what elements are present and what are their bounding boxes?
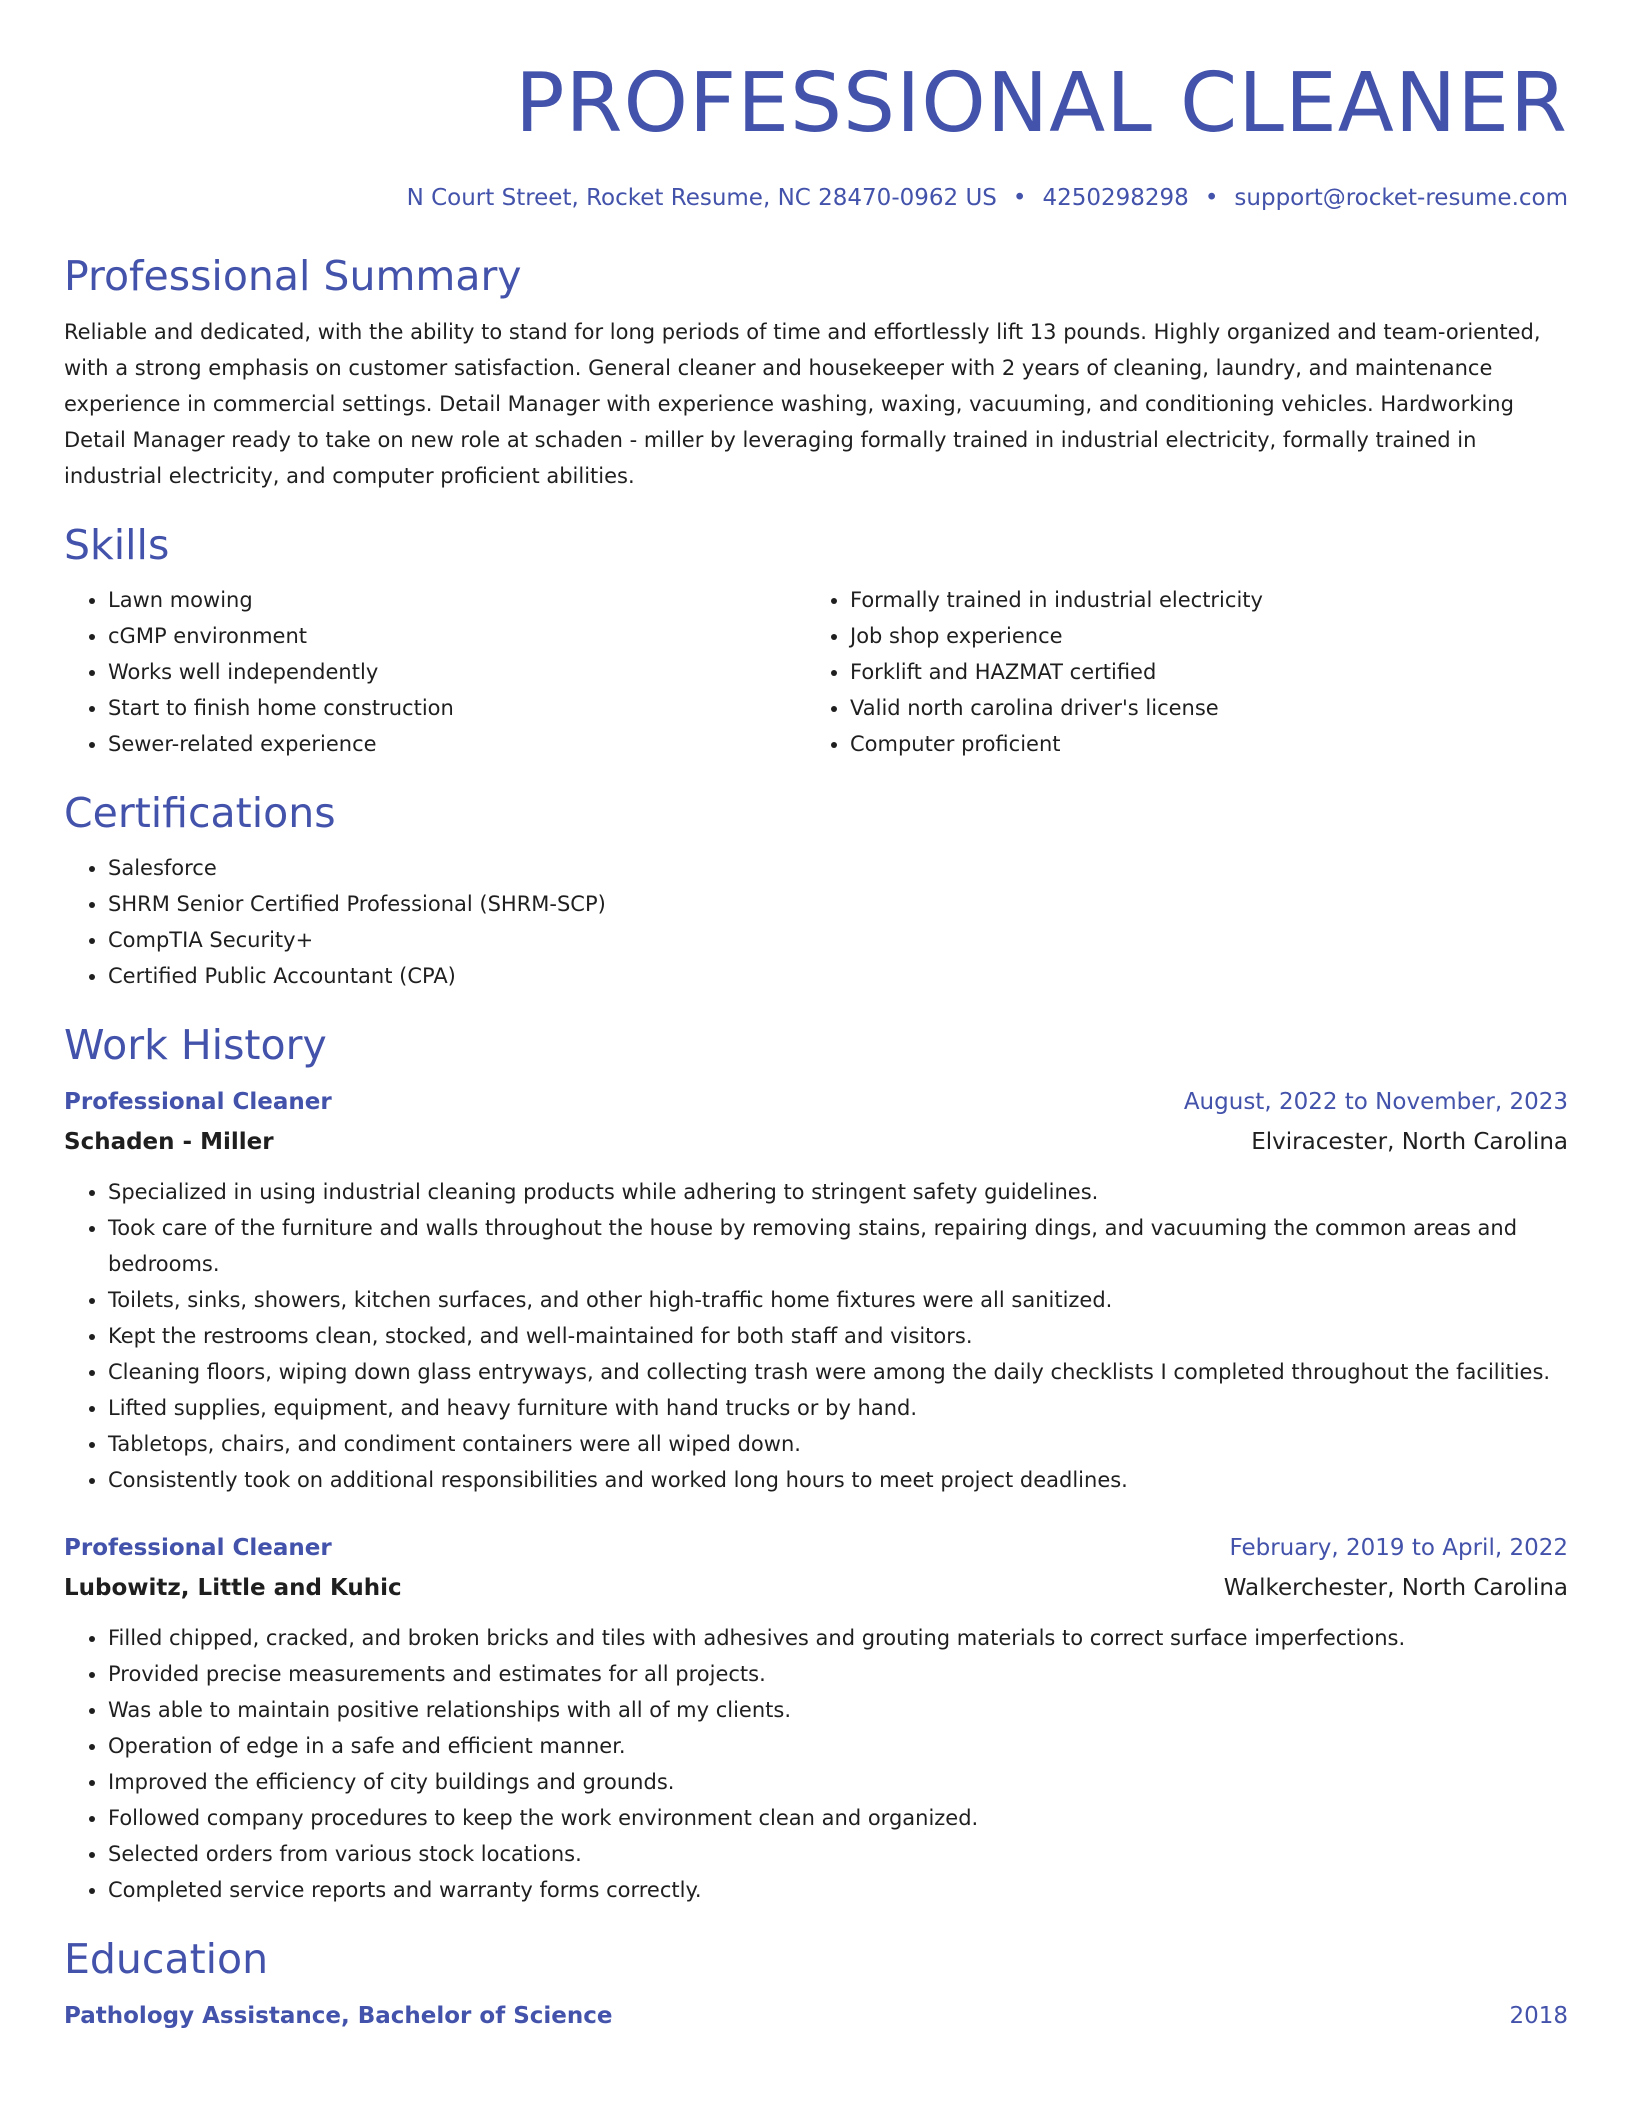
job-bullet: • Toilets, sinks, showers, kitchen surfaces, and other high-traffic home fixtures were all sanitized. (108, 1282, 1568, 1318)
summary-text: Reliable and dedicated, with the ability to stand for long periods of time and effortlessly lift 13 pounds. Highly organized and team-oriented, with a strong emphasis on customer satisfaction. General cleaner and housekeeper with 2 years of cleaning, laundry, and maintenance experience in commercial settings. Detail Manager with experience washing, waxing, vacuuming, and conditioning vehicles. Hardworking Detail Manager ready to take on new role at schaden - miller by leveraging formally trained in industrial electricity, formally trained in industrial electricity, and computer proficient abilities. (64, 320, 1541, 488)
education-entry (64, 1996, 1568, 2036)
job-bullet: • Provided precise measurements and estimates for all projects. (108, 1656, 1568, 1692)
job-bullet: • Operation of edge in a safe and efficient manner. (108, 1728, 1568, 1764)
job-bullet: • Followed company procedures to keep the work environment clean and organized. (108, 1800, 1568, 1836)
skill-item: • Sewer-related experience (108, 726, 806, 762)
resume-name: PROFESSIONAL CLEANER (515, 56, 1568, 151)
job-bullet: • Kept the restrooms clean, stocked, and well-maintained for both staff and visitors. (108, 1318, 1568, 1354)
job-bullets (64, 1174, 1568, 1498)
job-company: Lubowitz, Little and Kuhic (64, 1575, 402, 1601)
contact-line (64, 183, 1568, 213)
job-bullet: • Tabletops, chairs, and condiment containers were all wiped down. (108, 1426, 1568, 1462)
job-bullet: • Was able to maintain positive relationships with all of my clients. (108, 1692, 1568, 1728)
skill-item: • Job shop experience (850, 618, 1548, 654)
job-entry (64, 1528, 1568, 1908)
skills-column-right (806, 582, 1548, 762)
skills-column-left (64, 582, 806, 762)
skill-item: • Lawn mowing (108, 582, 806, 618)
contact-separator: • (1204, 185, 1219, 211)
job-bullets (64, 1620, 1568, 1908)
job-location: Walkerchester, North Carolina (1223, 1575, 1568, 1601)
skills-list (64, 582, 1568, 762)
certification-item: • Salesforce (108, 850, 1568, 886)
skill-item: • Formally trained in industrial electricity (850, 582, 1548, 618)
job-bullet: • Selected orders from various stock locations. (108, 1836, 1568, 1872)
job-header (64, 1082, 1568, 1122)
job-title: Professional Cleaner (64, 1089, 332, 1115)
skill-item: • Valid north carolina driver's license (850, 690, 1548, 726)
skills-heading: Skills (64, 521, 170, 569)
certification-item: • Certified Public Accountant (CPA) (108, 958, 1568, 994)
job-title: Professional Cleaner (64, 1535, 332, 1561)
job-dates: February, 2019 to April, 2022 (1229, 1535, 1568, 1561)
job-bullet: • Cleaning floors, wiping down glass entryways, and collecting trash were among the daily checklists I completed throughout the facilities. (108, 1354, 1568, 1390)
skill-item: • Start to finish home construction (108, 690, 806, 726)
work-history-heading: Work History (64, 1021, 327, 1069)
job-company: Schaden - Miller (64, 1129, 274, 1155)
education-heading: Education (64, 1935, 269, 1983)
skill-item: • Forklift and HAZMAT certified (850, 654, 1548, 690)
job-bullet: • Lifted supplies, equipment, and heavy furniture with hand trucks or by hand. (108, 1390, 1568, 1426)
job-location: Elviracester, North Carolina (1251, 1129, 1568, 1155)
skill-item: • Computer proficient (850, 726, 1548, 762)
summary-heading: Professional Summary (64, 252, 522, 300)
job-entry (64, 1082, 1568, 1498)
skill-item: • Works well independently (108, 654, 806, 690)
education-year: 2018 (1509, 2003, 1568, 2029)
job-bullet: • Consistently took on additional responsibilities and worked long hours to meet project deadlines. (108, 1462, 1568, 1498)
certifications-list (64, 850, 1568, 994)
job-bullet: • Filled chipped, cracked, and broken bricks and tiles with adhesives and grouting materials to correct surface imperfections. (108, 1620, 1568, 1656)
contact-address: N Court Street, Rocket Resume, NC 28470-0962 US (406, 185, 997, 211)
job-bullet: • Took care of the furniture and walls throughout the house by removing stains, repairing dings, and vacuuming the common areas and bedrooms. (108, 1210, 1568, 1282)
job-bullet: • Specialized in using industrial cleaning products while adhering to stringent safety guidelines. (108, 1174, 1568, 1210)
job-bullet: • Improved the efficiency of city buildings and grounds. (108, 1764, 1568, 1800)
job-header (64, 1528, 1568, 1568)
job-subheader (64, 1122, 1568, 1162)
contact-separator: • (1012, 185, 1027, 211)
education-degree: Pathology Assistance, Bachelor of Science (64, 2003, 613, 2029)
contact-phone: 4250298298 (1042, 185, 1189, 211)
job-dates: August, 2022 to November, 2023 (1183, 1089, 1568, 1115)
certifications-heading: Certifications (64, 789, 336, 837)
job-subheader (64, 1568, 1568, 1608)
job-bullet: • Completed service reports and warranty forms correctly. (108, 1872, 1568, 1908)
contact-email[interactable]: support@rocket-resume.com (1234, 185, 1568, 211)
skill-item: • cGMP environment (108, 618, 806, 654)
certification-item: • SHRM Senior Certified Professional (SHRM-SCP) (108, 886, 1568, 922)
certification-item: • CompTIA Security+ (108, 922, 1568, 958)
